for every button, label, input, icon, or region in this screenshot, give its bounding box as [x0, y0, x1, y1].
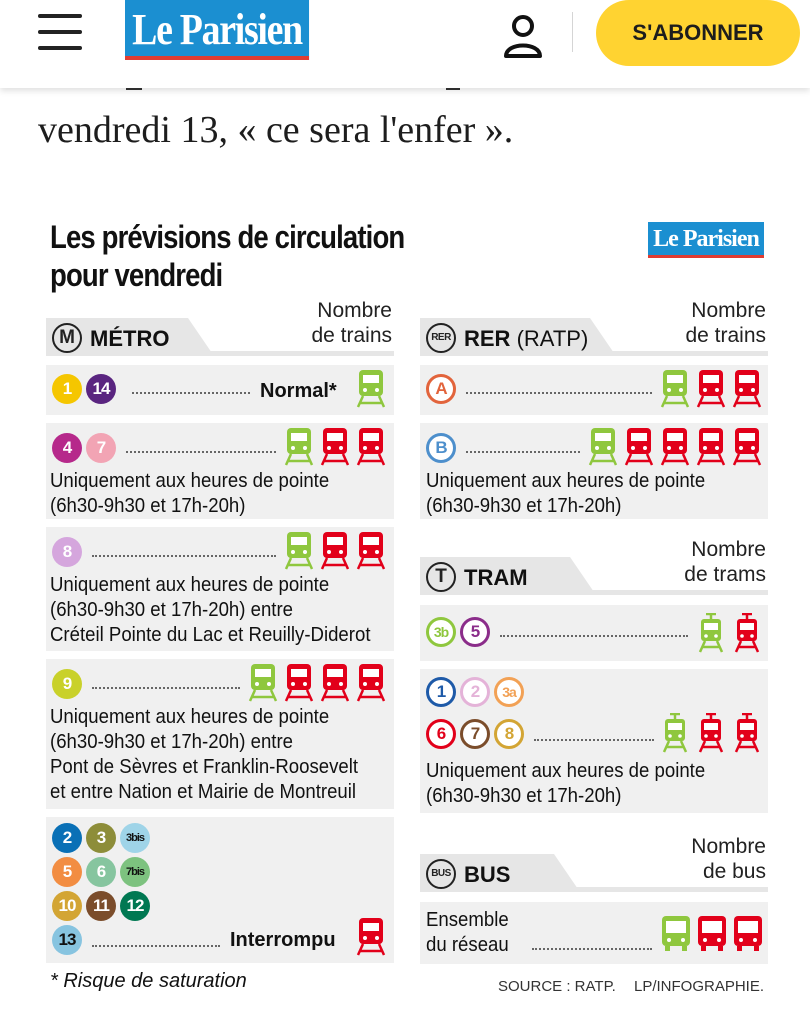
hamburger-menu-icon[interactable]	[38, 14, 82, 50]
red-train-icon	[284, 663, 314, 703]
green-tram-icon	[660, 713, 690, 753]
col-line: de trams	[684, 563, 766, 586]
metro-line-badge: 12	[120, 891, 150, 921]
footnote: * Risque de saturation	[50, 970, 247, 992]
tram-line-badge: 6	[426, 719, 456, 749]
metro-line-badge: 4	[52, 433, 82, 463]
note-line: Uniquement aux heures de pointe	[50, 706, 330, 728]
note-line: du réseau	[426, 934, 509, 956]
tram-symbol-icon: T	[426, 562, 456, 592]
note-line: et entre Nation et Mairie de Montreuil	[50, 781, 357, 803]
traffic-forecast-infographic	[38, 200, 778, 1010]
note-line: (6h30-9h30 et 17h-20h) entre	[50, 599, 294, 621]
metro-line-badge: 3	[86, 823, 116, 853]
rer-name-sub: (RATP)	[516, 326, 589, 351]
red-train-icon	[660, 427, 690, 467]
green-train-icon	[660, 369, 690, 409]
row-note	[426, 759, 705, 809]
dotted-leader	[92, 945, 220, 947]
note-line: Ensemble	[426, 909, 509, 931]
tram-line-badge: 3b	[426, 617, 456, 647]
metro-row-4-7	[46, 423, 394, 519]
tram-line-badge: 3a	[494, 677, 524, 707]
bus-label	[426, 908, 509, 958]
cut-underline	[446, 88, 460, 90]
note-line: Uniquement aux heures de pointe	[426, 760, 706, 782]
tram-row-3b-5	[420, 605, 768, 661]
metro-line-badge: 10	[52, 891, 82, 921]
rer-row-a	[420, 365, 768, 415]
metro-line-badge: 11	[86, 891, 116, 921]
red-train-icon	[732, 369, 762, 409]
green-train-icon	[356, 369, 386, 409]
metro-line-badge: 9	[52, 669, 82, 699]
dotted-leader	[534, 739, 654, 741]
col-line: Nombre	[691, 538, 766, 561]
dotted-leader	[466, 451, 580, 453]
red-train-icon	[356, 917, 386, 957]
red-tram-icon	[696, 713, 726, 753]
col-line: Nombre	[691, 299, 766, 322]
red-train-icon	[732, 427, 762, 467]
title-line: pour vendredi	[50, 257, 223, 293]
green-bus-icon	[660, 914, 692, 952]
tram-line-badge: 7	[460, 719, 490, 749]
metro-row-8	[46, 527, 394, 651]
red-train-icon	[696, 369, 726, 409]
cut-underline	[126, 88, 142, 90]
col-line: Nombre	[317, 299, 392, 322]
note-line: Uniquement aux heures de pointe	[426, 470, 706, 492]
infographic-title	[50, 218, 404, 294]
tram-section-name: TRAM	[464, 565, 528, 590]
dotted-leader	[92, 555, 276, 557]
user-account-icon[interactable]	[500, 12, 546, 58]
row-note	[50, 469, 329, 519]
rer-line-badge: B	[426, 433, 456, 463]
metro-line-badge: 5	[52, 857, 82, 887]
metro-section-name: MÉTRO	[90, 326, 170, 351]
dotted-leader	[466, 392, 652, 394]
col-line: de bus	[702, 860, 766, 883]
metro-symbol-icon: M	[52, 323, 82, 353]
red-train-icon	[696, 427, 726, 467]
note-line: Uniquement aux heures de pointe	[50, 470, 330, 492]
tram-line-badge: 5	[460, 617, 490, 647]
metro-line-badge: 6	[86, 857, 116, 887]
note-line: Créteil Pointe du Lac et Reuilly-Diderot	[50, 624, 371, 646]
red-train-icon	[624, 427, 654, 467]
tram-line-badge: 2	[460, 677, 490, 707]
note-line: Pont de Sèvres et Franklin-Roosevelt	[50, 756, 359, 778]
infographic-logo: Le Parisien	[648, 222, 764, 258]
red-train-icon	[356, 531, 386, 571]
col-line: de trains	[685, 324, 766, 347]
header-divider	[572, 12, 573, 52]
metro-line-badge: 1	[52, 374, 82, 404]
site-logo[interactable]: Le Parisien	[125, 0, 309, 60]
bus-row-network	[420, 902, 768, 964]
source-credit: SOURCE : RATP.	[498, 978, 616, 995]
metro-line-badge: 14	[86, 374, 116, 404]
status-text: Interrompu	[230, 929, 336, 951]
title-line: Les prévisions de circulation	[50, 219, 405, 255]
infographic-credit: LP/INFOGRAPHIE.	[634, 978, 765, 995]
red-train-icon	[356, 427, 386, 467]
col-line: de trains	[311, 324, 392, 347]
metro-line-badge: 3bis	[120, 823, 150, 853]
dotted-leader	[126, 451, 276, 453]
metro-line-badge: 7	[86, 433, 116, 463]
tram-line-badge: 1	[426, 677, 456, 707]
note-line: (6h30-9h30 et 17h-20h)	[50, 495, 246, 517]
metro-row-1-14	[46, 365, 394, 415]
metro-line-badge: 7bis	[120, 857, 150, 887]
red-bus-icon	[696, 914, 728, 952]
dotted-leader	[92, 687, 240, 689]
bus-symbol-icon: BUS	[426, 859, 456, 889]
row-note	[50, 573, 370, 648]
site-header	[0, 0, 810, 88]
note-line: (6h30-9h30 et 17h-20h) entre	[50, 731, 294, 753]
rer-column-header	[685, 298, 766, 348]
green-train-icon	[284, 531, 314, 571]
bus-section-name: BUS	[464, 862, 511, 887]
red-tram-icon	[732, 713, 762, 753]
dotted-leader	[532, 948, 652, 950]
row-note	[426, 469, 705, 519]
red-train-icon	[320, 531, 350, 571]
metro-line-badge: 2	[52, 823, 82, 853]
red-train-icon	[320, 427, 350, 467]
green-train-icon	[588, 427, 618, 467]
bus-column-header	[691, 834, 766, 884]
note-line: (6h30-9h30 et 17h-20h)	[426, 785, 622, 807]
metro-row-interrupted	[46, 817, 394, 963]
tram-row-others	[420, 669, 768, 813]
tram-column-header	[684, 537, 766, 587]
red-tram-icon	[732, 613, 762, 653]
metro-line-badge: 13	[52, 925, 82, 955]
rer-name: RER	[464, 326, 511, 351]
row-note	[50, 705, 358, 805]
rer-line-badge: A	[426, 374, 456, 404]
rer-row-b	[420, 423, 768, 519]
red-train-icon	[320, 663, 350, 703]
metro-row-9	[46, 659, 394, 809]
subscribe-button[interactable]: S'ABONNER	[596, 0, 800, 66]
metro-line-badge: 8	[52, 537, 82, 567]
green-tram-icon	[696, 613, 726, 653]
rer-symbol-icon: RER	[426, 323, 456, 353]
dotted-leader	[132, 392, 250, 394]
article-paragraph: vendredi 13, « ce sera l'enfer ».	[38, 109, 514, 151]
red-bus-icon	[732, 914, 764, 952]
col-line: Nombre	[691, 835, 766, 858]
green-train-icon	[284, 427, 314, 467]
tram-line-badge: 8	[494, 719, 524, 749]
green-train-icon	[248, 663, 278, 703]
metro-column-header	[311, 298, 392, 348]
note-line: Uniquement aux heures de pointe	[50, 574, 330, 596]
dotted-leader	[500, 635, 688, 637]
note-line: (6h30-9h30 et 17h-20h)	[426, 495, 622, 517]
red-train-icon	[356, 663, 386, 703]
rer-section-name	[464, 326, 588, 352]
status-text: Normal*	[260, 380, 337, 402]
